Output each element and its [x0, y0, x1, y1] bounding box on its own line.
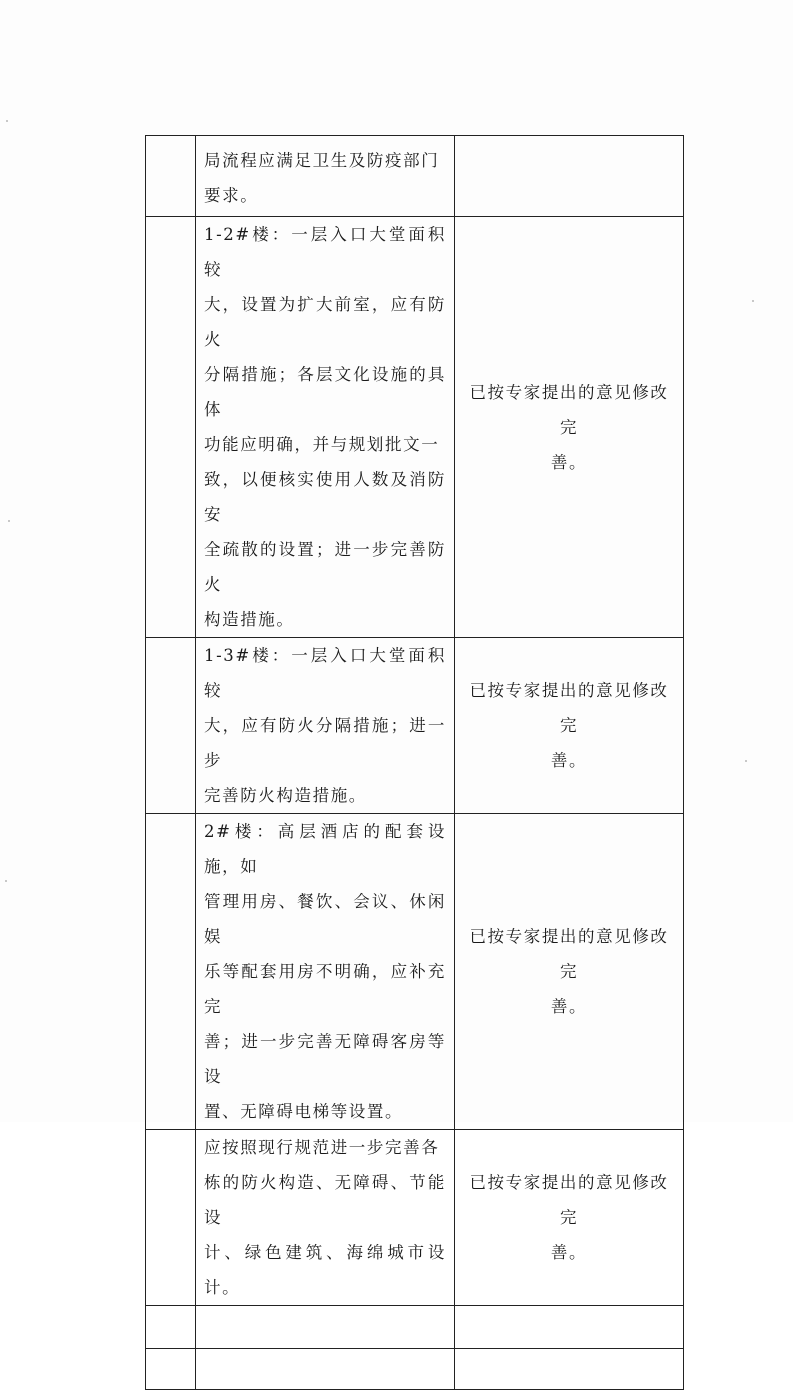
issue-text: 局流程应满足卫生及防疫部门 要求。 [204, 151, 440, 205]
issue-cell [196, 1130, 455, 1306]
table-row [146, 136, 684, 217]
issue-text: 应按照现行规范进一步完善各 栋的防火构造、无障碍、节能设 计、绿色建筑、海绵城市设计。 [204, 1138, 446, 1297]
reply-cell [455, 217, 684, 638]
reply-cell [455, 136, 684, 217]
scan-speck [752, 300, 754, 302]
reply-text: 已按专家提出的意见修改完 善。 [469, 681, 669, 770]
table-row [146, 217, 684, 638]
scan-speck [745, 760, 747, 762]
row-number-cell [146, 1349, 196, 1390]
issue-text: 1-3#楼：一层入口大堂面积较 大，应有防火分隔措施；进一步 完善防火构造措施。 [204, 646, 446, 805]
reply-cell [455, 1130, 684, 1306]
issue-cell [196, 1306, 455, 1349]
table-row [146, 638, 684, 814]
table-row [146, 1349, 684, 1390]
issue-cell [196, 217, 455, 638]
issue-cell [196, 136, 455, 217]
row-number-cell [146, 638, 196, 814]
issue-cell [196, 814, 455, 1130]
reply-text: 已按专家提出的意见修改完 善。 [469, 1173, 669, 1262]
row-number-cell [146, 814, 196, 1130]
table-row [146, 1130, 684, 1306]
reply-text: 已按专家提出的意见修改完 善。 [469, 382, 669, 472]
review-comments-table [145, 135, 684, 1390]
issue-text: 2#楼：高层酒店的配套设施，如 管理用房、餐饮、会议、休闲娱 乐等配套用房不明确，应补充完 善；进一步完善无障碍客房等设 置、无障碍电梯等设置。 [204, 822, 446, 1121]
scan-speck [6, 120, 8, 122]
scan-speck [5, 880, 7, 882]
row-number-cell [146, 1306, 196, 1349]
reply-text: 已按专家提出的意见修改完 善。 [469, 927, 669, 1016]
row-number-cell [146, 217, 196, 638]
issue-cell [196, 638, 455, 814]
issue-text: 1-2#楼：一层入口大堂面积较 大，设置为扩大前室，应有防火 分隔措施；各层文化设施的具体 功能应明确，并与规划批文一 致，以便核实使用人数及消防安 全疏散的设置；进一步完善防火 构造措施。 [204, 225, 446, 629]
table-row [146, 1306, 684, 1349]
reply-cell [455, 814, 684, 1130]
table-row [146, 814, 684, 1130]
issue-cell [196, 1349, 455, 1390]
row-number-cell [146, 136, 196, 217]
row-number-cell [146, 1130, 196, 1306]
reply-cell [455, 638, 684, 814]
reply-cell [455, 1349, 684, 1390]
reply-cell [455, 1306, 684, 1349]
scan-speck [8, 520, 10, 522]
